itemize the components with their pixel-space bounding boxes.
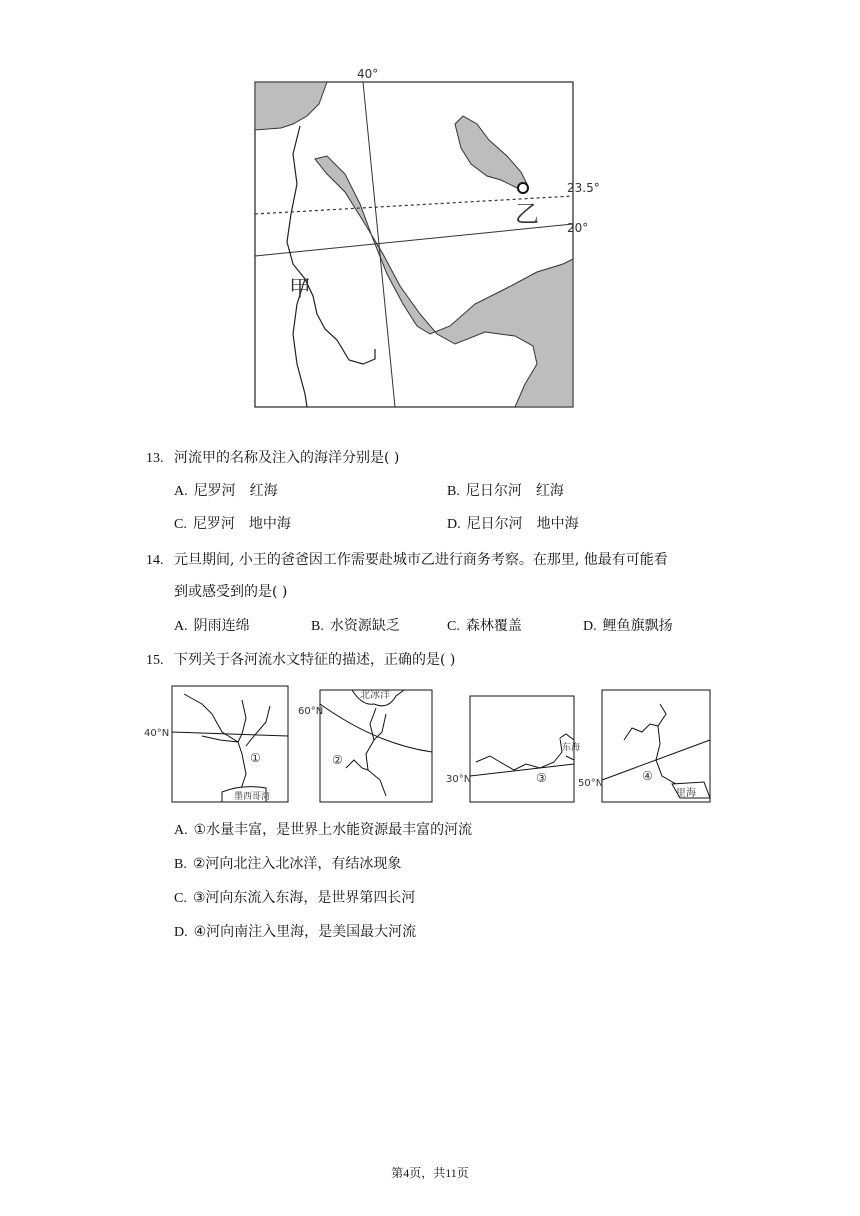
map4-marker: ④	[642, 769, 653, 783]
latitude-20-label: 20°	[567, 221, 589, 235]
river-map-1	[142, 684, 292, 806]
q14-option-c[interactable]: C. 森林覆盖	[447, 618, 522, 634]
red-sea-region-map	[245, 64, 600, 409]
q13-number: 13.	[146, 451, 164, 466]
map4-sea-label: 里海	[676, 788, 696, 799]
q14-option-d[interactable]: D. 鲤鱼旗飘扬	[583, 618, 673, 634]
q15-option-d[interactable]: D. ④河向南注入里海，是美国最大河流	[174, 924, 417, 940]
map2-sea-label: 北冰洋	[360, 690, 390, 701]
q14-option-b[interactable]: B. 水资源缺乏	[311, 618, 400, 634]
river-jia-label: 甲	[289, 277, 312, 302]
river-map-4	[576, 684, 714, 806]
q13-option-b[interactable]: B. 尼日尔河 红海	[447, 483, 564, 499]
map3-lat-label: 30°N	[446, 774, 472, 785]
map3-marker: ③	[536, 771, 547, 785]
q14-stem-row	[146, 550, 668, 571]
q15-number: 15.	[146, 653, 164, 668]
map4-lat-label: 50°N	[578, 778, 604, 789]
q14-number: 14.	[146, 553, 164, 568]
q15-stem-row	[146, 650, 455, 671]
q14-option-a[interactable]: A. 阴雨连绵	[174, 618, 250, 634]
map1-lat-label: 40°N	[144, 728, 170, 739]
longitude-label: 40°	[357, 67, 379, 81]
city-yi-label: 乙	[515, 200, 539, 228]
map2-lat-label: 60°N	[298, 706, 324, 717]
q13-option-c[interactable]: C. 尼罗河 地中海	[174, 516, 291, 532]
map2-marker: ②	[332, 753, 343, 767]
q15-option-c[interactable]: C. ③河向东流入东海，是世界第四长河	[174, 890, 416, 906]
map3-sea-label: 东海	[562, 743, 581, 753]
river-map-2	[296, 684, 436, 806]
q15-option-a[interactable]: A. ①水量丰富，是世界上水能资源最丰富的河流	[174, 822, 473, 838]
q13-stem-row	[146, 448, 399, 469]
page-footer: 第4页，共11页	[391, 1166, 469, 1180]
river-map-3	[446, 690, 581, 806]
latitude-23-label: 23.5°	[567, 181, 600, 195]
q15-option-b[interactable]: B. ②河向北注入北冰洋，有结冰现象	[174, 856, 402, 872]
q13-stem: 河流甲的名称及注入的海洋分别是( )	[173, 450, 400, 466]
q15-stem: 下列关于各河流水文特征的描述，正确的是( )	[173, 652, 456, 668]
map1-marker: ①	[250, 751, 261, 765]
q13-option-d[interactable]: D. 尼日尔河 地中海	[447, 516, 579, 532]
q14-stem-line2: 到或感受到的是( )	[174, 584, 288, 600]
q13-option-a[interactable]: A. 尼罗河 红海	[174, 483, 278, 499]
map1-sea-label: 墨西哥湾	[234, 792, 271, 802]
q14-stem-line1: 元旦期间, 小王的爸爸因工作需要赴城市乙进行商务考察。在那里, 他最有可能看	[173, 552, 668, 568]
